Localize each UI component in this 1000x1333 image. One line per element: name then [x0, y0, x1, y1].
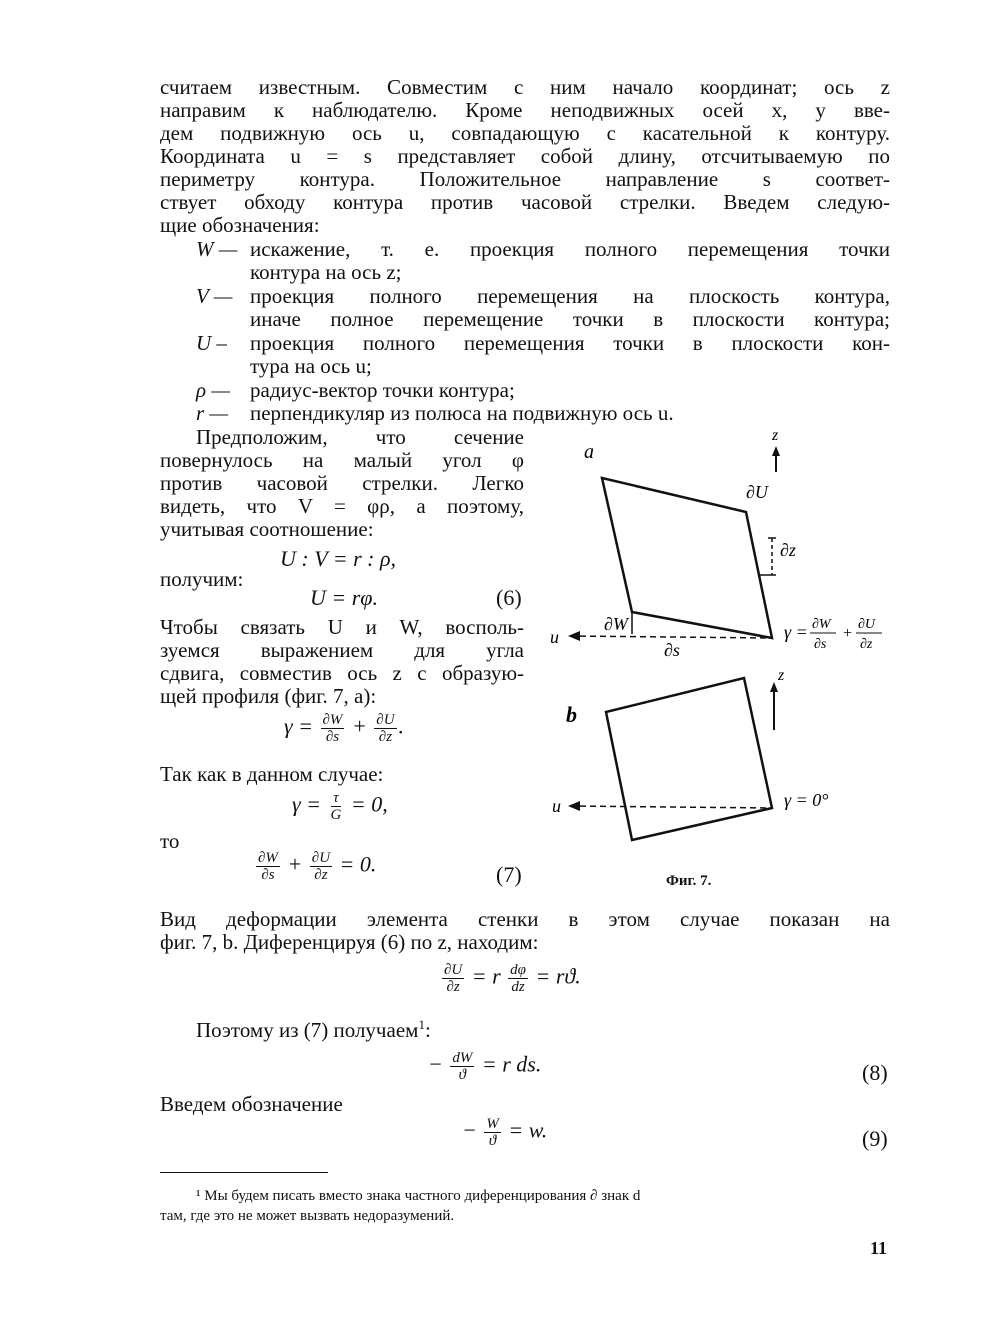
text-line: против часовой стрелки. Легко [160, 471, 524, 495]
text-to: то [160, 829, 180, 853]
equation-gamma-zero: γ = $\frac{\tau}{G}$ = 0, [292, 790, 388, 823]
definition-V-symbol: V — [196, 284, 233, 308]
text-line: Вид деформации элемента стенки в этом случае показан на [160, 907, 890, 931]
arrowhead-icon [770, 682, 778, 692]
footnote-divider [160, 1172, 328, 1173]
figure-caption: Фиг. 7. [666, 873, 712, 889]
svg-text:∂U: ∂U [858, 617, 876, 632]
definition-U-line: тура на ось u; [250, 354, 372, 378]
equation-6: U = rφ. [310, 585, 378, 610]
figure-7 [540, 430, 900, 870]
u-axis-b [570, 806, 772, 808]
arrowhead-icon [568, 631, 580, 641]
definition-V-line: иначе полное перемещение точки в плоскости контура; [250, 307, 890, 331]
arrowhead-icon [568, 801, 580, 811]
equation-dU-dz: $\frac{\partial U}{\partial z}$ = r $\frac{d\varphi}{dz}$ = rϑ. [444, 962, 581, 995]
text-line: учитывая соотношение: [160, 517, 374, 541]
svg-text:∂W: ∂W [812, 617, 831, 632]
equation-number-7: (7) [496, 862, 522, 887]
text-line: дем подвижную ось u, совпадающую с касательной к контуру. [160, 121, 890, 145]
equation-8: − $\frac{dW}{ϑ}$ = r ds. [428, 1050, 542, 1083]
text-poluchim: получим: [160, 567, 244, 591]
text-line: считаем известным. Совместим с ним начало координат; ось z [160, 75, 890, 99]
svg-text:∂z: ∂z [860, 637, 873, 652]
definition-W-symbol: W — [196, 237, 238, 261]
definition-rho-line: радиус-вектор точки контура; [250, 378, 515, 402]
svg-text:γ =: γ = [784, 622, 808, 642]
dW-label: ∂W [604, 614, 628, 634]
text-vvedem: Введем обозначение [160, 1092, 343, 1116]
text-line: повернулось на малый угол φ [160, 448, 524, 472]
equation-9: − $\frac{W}{ϑ}$ = w. [462, 1116, 548, 1149]
gamma-formula-a [784, 617, 882, 652]
gamma-zero-label: γ = 0° [784, 790, 829, 810]
text-line: щей профиля (фиг. 7, a): [160, 684, 377, 708]
dz-label: ∂z [780, 540, 796, 560]
text-line: зуемся выражением для угла [160, 638, 524, 662]
equation-number-8: (8) [862, 1060, 888, 1085]
text-line: Координата u = s представляет собой длину, отсчитываемую по [160, 144, 890, 168]
z-axis-label-a: z [772, 430, 779, 444]
definition-U-line: проекция полного перемещения точки в плоскости кон- [250, 331, 890, 355]
svg-text:∂s: ∂s [814, 637, 827, 652]
footnote-line: там, где это не может вызвать недоразумений. [160, 1208, 455, 1224]
text-line: щие обозначения: [160, 213, 320, 237]
equation-7: $\frac{\partial W}{\partial s}$ + $\frac{\partial U}{\partial z}$ = 0. [258, 850, 377, 883]
equation-number-9: (9) [862, 1126, 888, 1151]
text-line: Чтобы связать U и W, восполь- [160, 615, 524, 639]
definition-rho-symbol: ρ — [196, 378, 231, 402]
definition-r-line: перпендикуляр из полюса на подвижную ось u. [250, 401, 674, 425]
z-axis-label-b: z [778, 667, 785, 684]
ds-label: ∂s [664, 640, 680, 660]
definition-W-line: искажение, т. е. проекция полного перемещения точки [250, 237, 890, 261]
figure-label-a: a [584, 441, 594, 463]
footnote-mark: 1 [418, 1017, 425, 1032]
text-tak-kak: Так как в данном случае: [160, 762, 384, 786]
dU-label: ∂U [746, 482, 768, 502]
deformed-element-b [606, 678, 772, 840]
arrowhead-icon [772, 446, 780, 456]
page-number: 11 [870, 1238, 888, 1258]
definition-V-line: проекция полного перемещения на плоскость контура, [250, 284, 890, 308]
u-axis-label-b: u [552, 796, 561, 816]
text-line: сдвига, совместив ось z с образую- [160, 661, 524, 685]
equation-number-6: (6) [496, 585, 522, 610]
text-line: направим к наблюдателю. Кроме неподвижных осей x, y вве- [160, 98, 890, 122]
text-line: периметру контура. Положительное направление s соответ- [160, 167, 890, 191]
definition-W-line: контура на ось z; [250, 260, 402, 284]
u-axis-label-a: u [550, 627, 559, 647]
equation-ratio: U : V = r : ρ, [280, 546, 397, 571]
text-line: ствует обходу контура против часовой стрелки. Введем следую- [160, 190, 890, 214]
figure-label-b: b [566, 702, 577, 727]
text-line: видеть, что V = φρ, а поэтому, [160, 494, 524, 518]
equation-gamma: γ = $\frac{\partial W}{\partial s}$ + $\frac{\partial U}{\partial z}$ . [284, 712, 405, 745]
text-line: Предположим, что сечение [196, 425, 524, 449]
text-poetomu: Поэтому из (7) получаем$^1$: [196, 1017, 431, 1042]
svg-text:+: + [842, 625, 853, 642]
definition-r-symbol: r — [196, 401, 229, 425]
text-line: фиг. 7, b. Диференцируя (6) по z, находим: [160, 930, 539, 954]
u-axis-a [570, 636, 772, 638]
definition-U-symbol: U – [196, 331, 227, 355]
footnote-line: ¹ Мы будем писать вместо знака частного диференцирования ∂ знак d [196, 1188, 641, 1204]
